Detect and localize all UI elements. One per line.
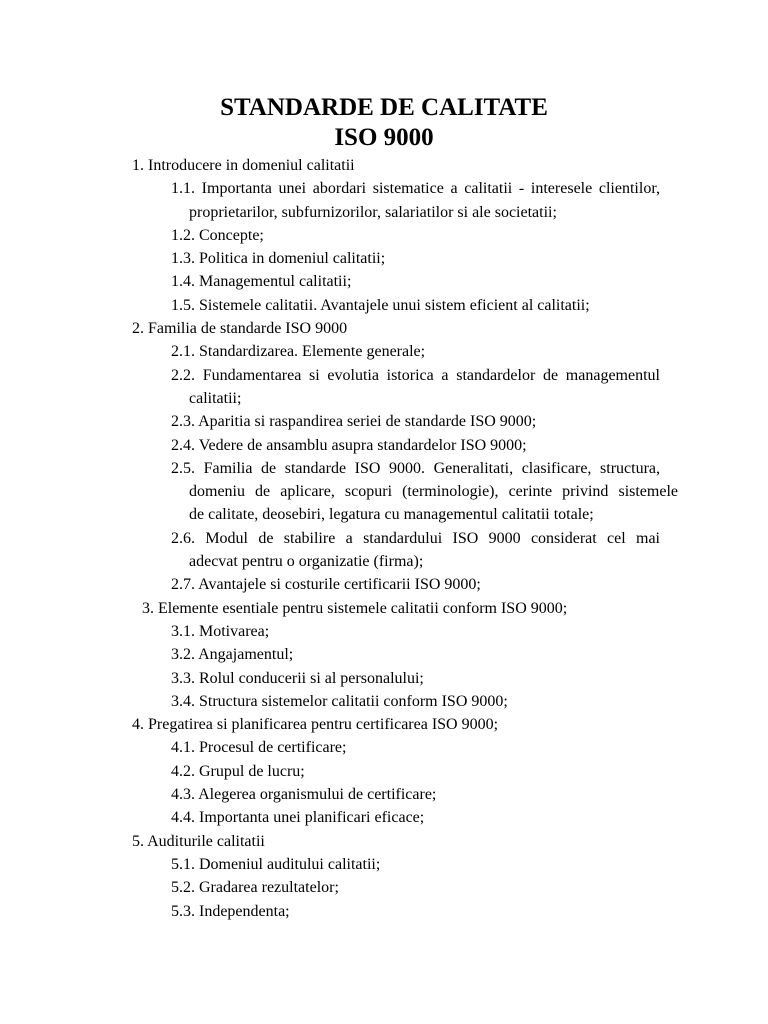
table-of-contents [0, 154, 768, 923]
item-1-1: 1.1. Importanta unei abordari sistematice a calitatii - interesele clientilor, [171, 180, 660, 198]
item-3-4: 3.4. Structura sistemelor calitatii conform ISO 9000; [171, 692, 508, 710]
item-5-2: 5.2. Gradarea rezultatelor; [171, 879, 339, 897]
item-5-1: 5.1. Domeniul auditului calitatii; [171, 855, 381, 873]
section-5-heading: 5. Auditurile calitatii [132, 832, 265, 850]
item-3-2: 3.2. Angajamentul; [171, 646, 294, 664]
item-5-3: 5.3. Independenta; [171, 902, 290, 920]
item-2-5: 2.5. Familia de standarde ISO 9000. Generalitati, clasificare, structura, [171, 459, 660, 477]
item-2-6: 2.6. Modul de stabilire a standardului ISO 9000 considerat cel mai [171, 529, 660, 547]
item-4-4: 4.4. Importanta unei planificari eficace; [171, 809, 425, 827]
item-2-5-continuation-2: de calitate, deosebiri, legatura cu managementul calitatii totale; [189, 506, 594, 524]
item-2-2-continuation: calitatii; [189, 389, 242, 407]
item-1-4: 1.4. Managementul calitatii; [171, 273, 352, 291]
item-4-2: 4.2. Grupul de lucru; [171, 762, 305, 780]
item-3-1: 3.1. Motivarea; [171, 622, 270, 640]
item-2-7: 2.7. Avantajele si costurile certificarii ISO 9000; [171, 576, 481, 594]
item-4-3: 4.3. Alegerea organismului de certificare; [171, 786, 437, 804]
section-3-heading: 3. Elemente esentiale pentru sistemele calitatii conform ISO 9000; [142, 599, 568, 617]
document-title: STANDARDE DE CALITATE [220, 94, 548, 121]
item-4-1: 4.1. Procesul de certificare; [171, 739, 347, 757]
item-2-5-continuation-1: domeniu de aplicare, scopuri (terminologie), cerinte privind sistemele [189, 483, 678, 501]
section-1-heading: 1. Introducere in domeniul calitatii [132, 157, 355, 174]
item-3-3: 3.3. Rolul conducerii si al personalului; [171, 669, 424, 687]
item-2-2: 2.2. Fundamentarea si evolutia istorica a standardelor de managementul [171, 366, 660, 384]
item-1-2: 1.2. Concepte; [171, 226, 264, 244]
section-2-heading: 2. Familia de standarde ISO 9000 [132, 320, 348, 338]
item-2-3: 2.3. Aparitia si raspandirea seriei de standarde ISO 9000; [171, 413, 537, 431]
item-2-6-continuation: adecvat pentru o organizatie (firma); [189, 553, 424, 571]
item-1-3: 1.3. Politica in domeniul calitatii; [171, 250, 386, 268]
item-2-1: 2.1. Standardizarea. Elemente generale; [171, 343, 426, 361]
item-1-1-continuation: proprietarilor, subfurnizorilor, salariatilor si ale societatii; [189, 203, 557, 221]
item-2-4: 2.4. Vedere de ansamblu asupra standardelor ISO 9000; [171, 436, 527, 454]
document-subtitle: ISO 9000 [334, 124, 434, 151]
item-1-5: 1.5. Sistemele calitatii. Avantajele unui sistem eficient al calitatii; [171, 296, 590, 314]
section-4-heading: 4. Pregatirea si planificarea pentru certificarea ISO 9000; [132, 716, 499, 734]
